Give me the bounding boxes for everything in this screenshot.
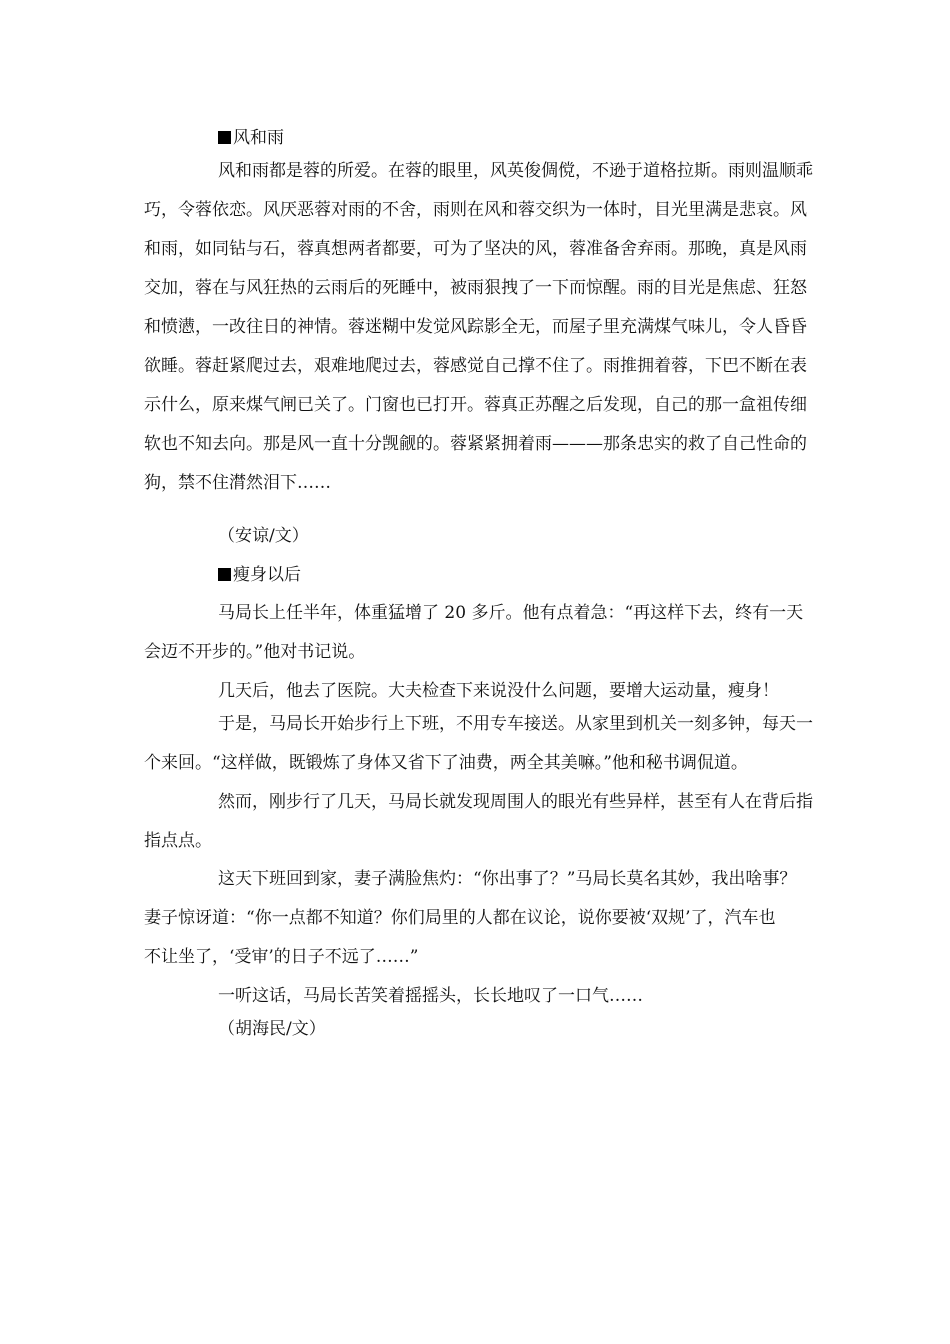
story1-line-1: 风和雨都是蓉的所爱。在蓉的眼里，风英俊倜傥，不逊于道格拉斯。雨则温顺乖 xyxy=(218,161,813,181)
story1-byline: （安谅/文） xyxy=(218,526,309,546)
story1-heading-text: 风和雨 xyxy=(233,128,284,148)
story2-p5-line-3: 不让坐了，‘受审’的日子不远了……” xyxy=(144,947,419,967)
square-bullet-icon xyxy=(218,131,231,144)
story1-line-2: 巧，令蓉依恋。风厌恶蓉对雨的不舍，雨则在风和蓉交织为一体时，目光里满是悲哀。风 xyxy=(144,200,807,220)
story2-heading xyxy=(144,565,301,585)
story1-heading xyxy=(144,128,284,148)
story2-p1-line-1: 马局长上任半年，体重猛增了 20 多斤。他有点着急：“再这样下去，终有一天 xyxy=(218,603,804,623)
story2-p5-line-1: 这天下班回到家，妻子满脸焦灼：“你出事了？”马局长莫名其妙，我出啥事？ xyxy=(218,869,797,889)
story2-p5-line-2: 妻子惊讶道：“你一点都不知道？你们局里的人都在议论，说你要被‘双规’了，汽车也 xyxy=(144,908,776,928)
story1-line-6: 欲睡。蓉赶紧爬过去，艰难地爬过去，蓉感觉自己撑不住了。雨推拥着蓉，下巴不断在表 xyxy=(144,356,807,376)
story1-line-3: 和雨，如同钻与石，蓉真想两者都要，可为了坚决的风，蓉准备舍弃雨。那晚，真是风雨 xyxy=(144,239,807,259)
story2-p3-line-2: 个来回。“这样做，既锻炼了身体又省下了油费，两全其美嘛。”他和秘书调侃道。 xyxy=(144,753,748,773)
story2-p2: 几天后，他去了医院。大夫检查下来说没什么问题，要增大运动量，瘦身！ xyxy=(218,681,779,701)
story2-heading-text: 瘦身以后 xyxy=(233,565,301,585)
story2-p1-line-2: 会迈不开步的。”他对书记说。 xyxy=(144,642,366,662)
square-bullet-icon xyxy=(218,568,231,581)
story1-line-4: 交加，蓉在与风狂热的云雨后的死睡中，被雨狠拽了一下而惊醒。雨的目光是焦虑、狂怒 xyxy=(144,278,807,298)
story2-p6: 一听这话，马局长苦笑着摇摇头，长长地叹了一口气…… xyxy=(218,986,643,1006)
story1-line-7: 示什么，原来煤气闸已关了。门窗也已打开。蓉真正苏醒之后发现，自己的那一盒祖传细 xyxy=(144,395,807,415)
story1-line-8: 软也不知去向。那是风一直十分觊觎的。蓉紧紧拥着雨———那条忠实的救了自己性命的 xyxy=(144,434,807,454)
story2-p4-line-1: 然而，刚步行了几天，马局长就发现周围人的眼光有些异样，甚至有人在背后指 xyxy=(218,792,813,812)
story2-p4-line-2: 指点点。 xyxy=(144,831,212,851)
story2-p3-line-1: 于是，马局长开始步行上下班，不用专车接送。从家里到机关一刻多钟，每天一 xyxy=(218,714,813,734)
story2-byline: （胡海民/文） xyxy=(218,1019,326,1039)
story1-line-9: 狗，禁不住潸然泪下…… xyxy=(144,473,331,493)
story1-line-5: 和愤懑，一改往日的神情。蓉迷糊中发觉风踪影全无，而屋子里充满煤气味儿，令人昏昏 xyxy=(144,317,807,337)
